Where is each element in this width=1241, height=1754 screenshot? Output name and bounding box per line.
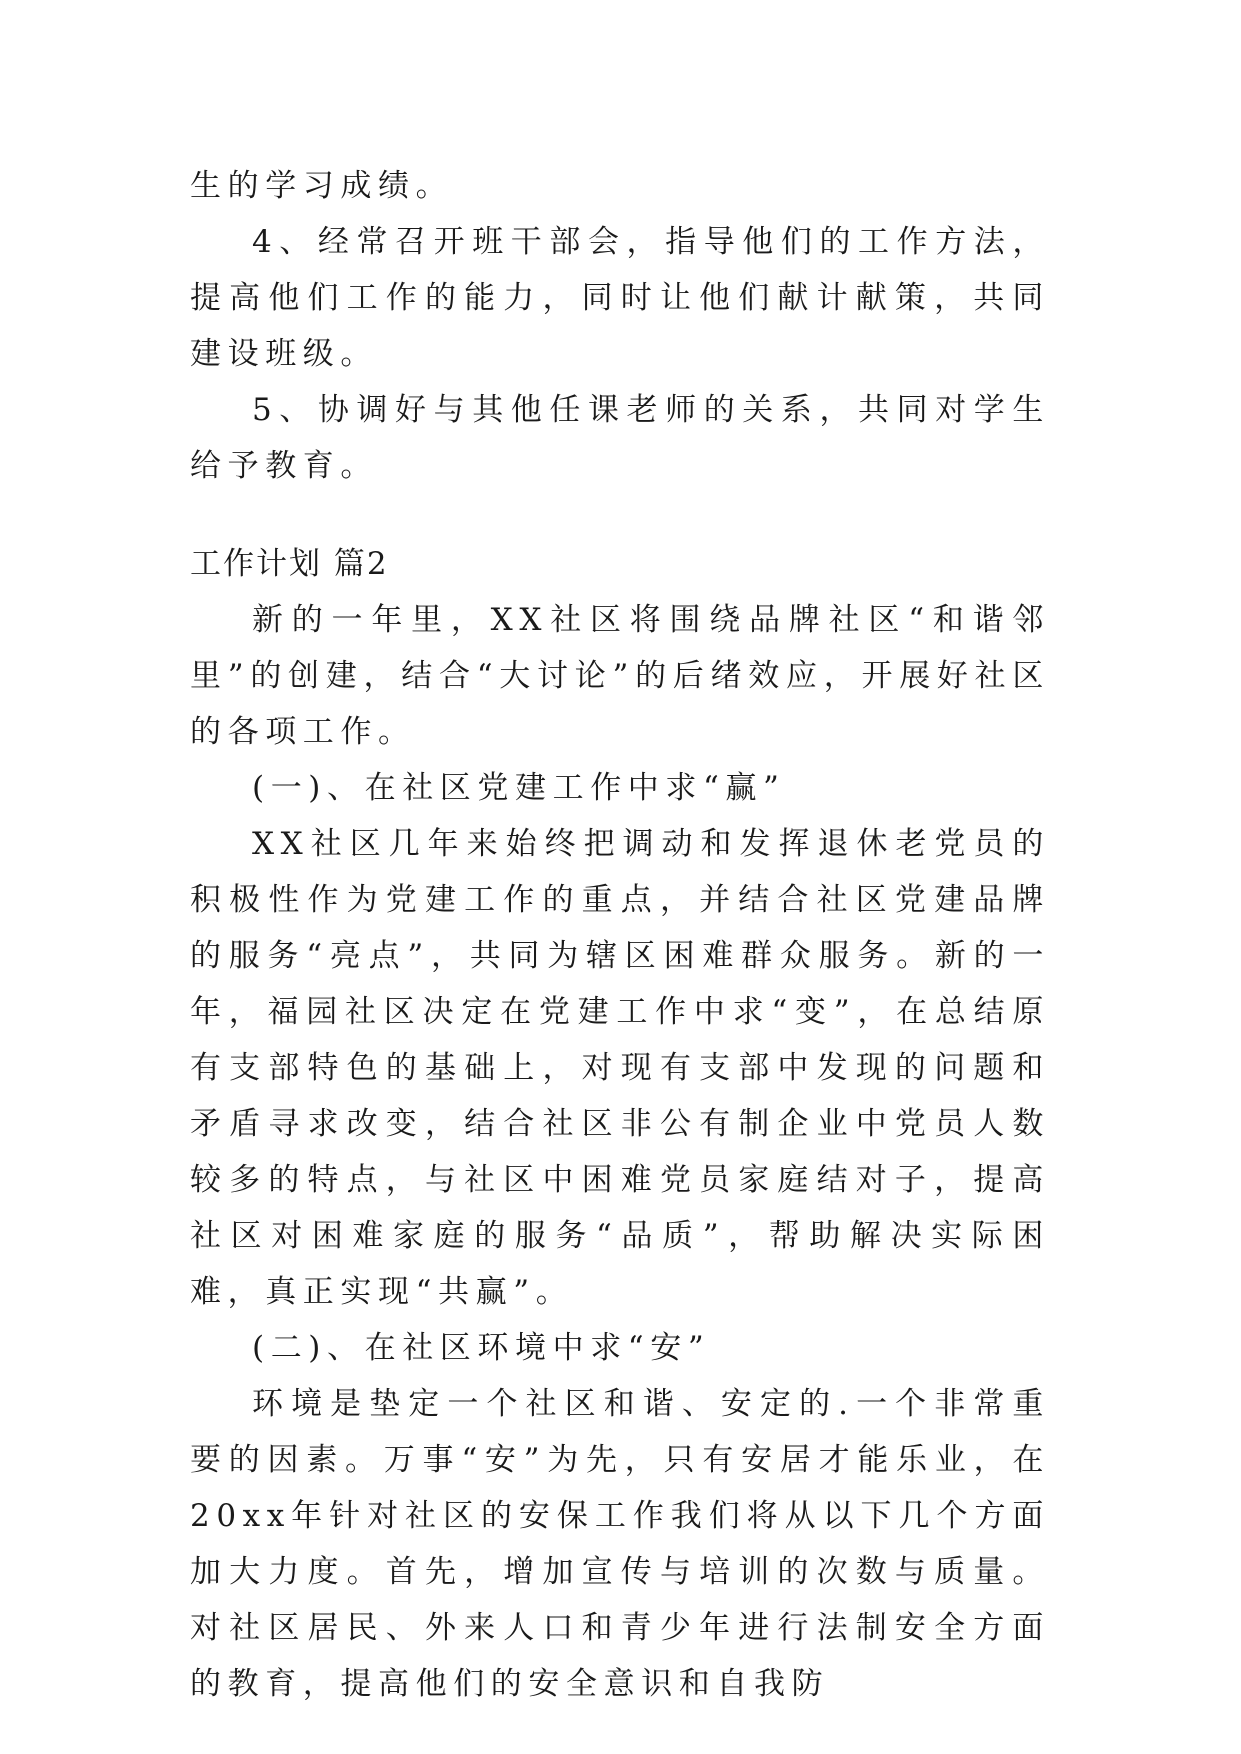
paragraph: XX社区几年来始终把调动和发挥退休老党员的积极性作为党建工作的重点，并结合社区党建品牌的服务“亮点”，共同为辖区困难群众服务。新的一年，福园社区决定在党建工作中求“变”，在总结原有支部特色的基础上，对现有支部中发现的问题和矛盾寻求改变，结合社区非公有制企业中党员人数较多的特点，与社区中困难党员家庭结对子，提高社区对困难家庭的服务“品质”，帮助解决实际困难，真正实现“共赢”。	[190, 826, 1050, 1310]
subheading: (二)、在社区环境中求“安”	[252, 1330, 711, 1366]
paragraph: 5、协调好与其他任课老师的关系，共同对学生给予教育。	[190, 392, 1050, 484]
paragraph: 新的一年里，XX社区将围绕品牌社区“和谐邻里”的创建，结合“大讨论”的后绪效应，开展好社区的各项工作。	[190, 602, 1050, 750]
section-heading: 工作计划 篇2	[190, 546, 389, 582]
document-body	[190, 158, 1050, 1712]
paragraph: 环境是垫定一个社区和谐、安定的.一个非常重要的因素。万事“安”为先，只有安居才能乐业，在20xx年针对社区的安保工作我们将从以下几个方面加大力度。首先，增加宣传与培训的次数与质量。对社区居民、外来人口和青少年进行法制安全方面的教育，提高他们的安全意识和自我防	[190, 1386, 1050, 1702]
paragraph: 生的学习成绩。	[190, 168, 454, 204]
subheading: (一)、在社区党建工作中求“赢”	[252, 770, 786, 806]
section-gap	[190, 494, 1050, 536]
paragraph: 4、经常召开班干部会，指导他们的工作方法，提高他们工作的能力，同时让他们献计献策，共同建设班级。	[190, 224, 1050, 372]
